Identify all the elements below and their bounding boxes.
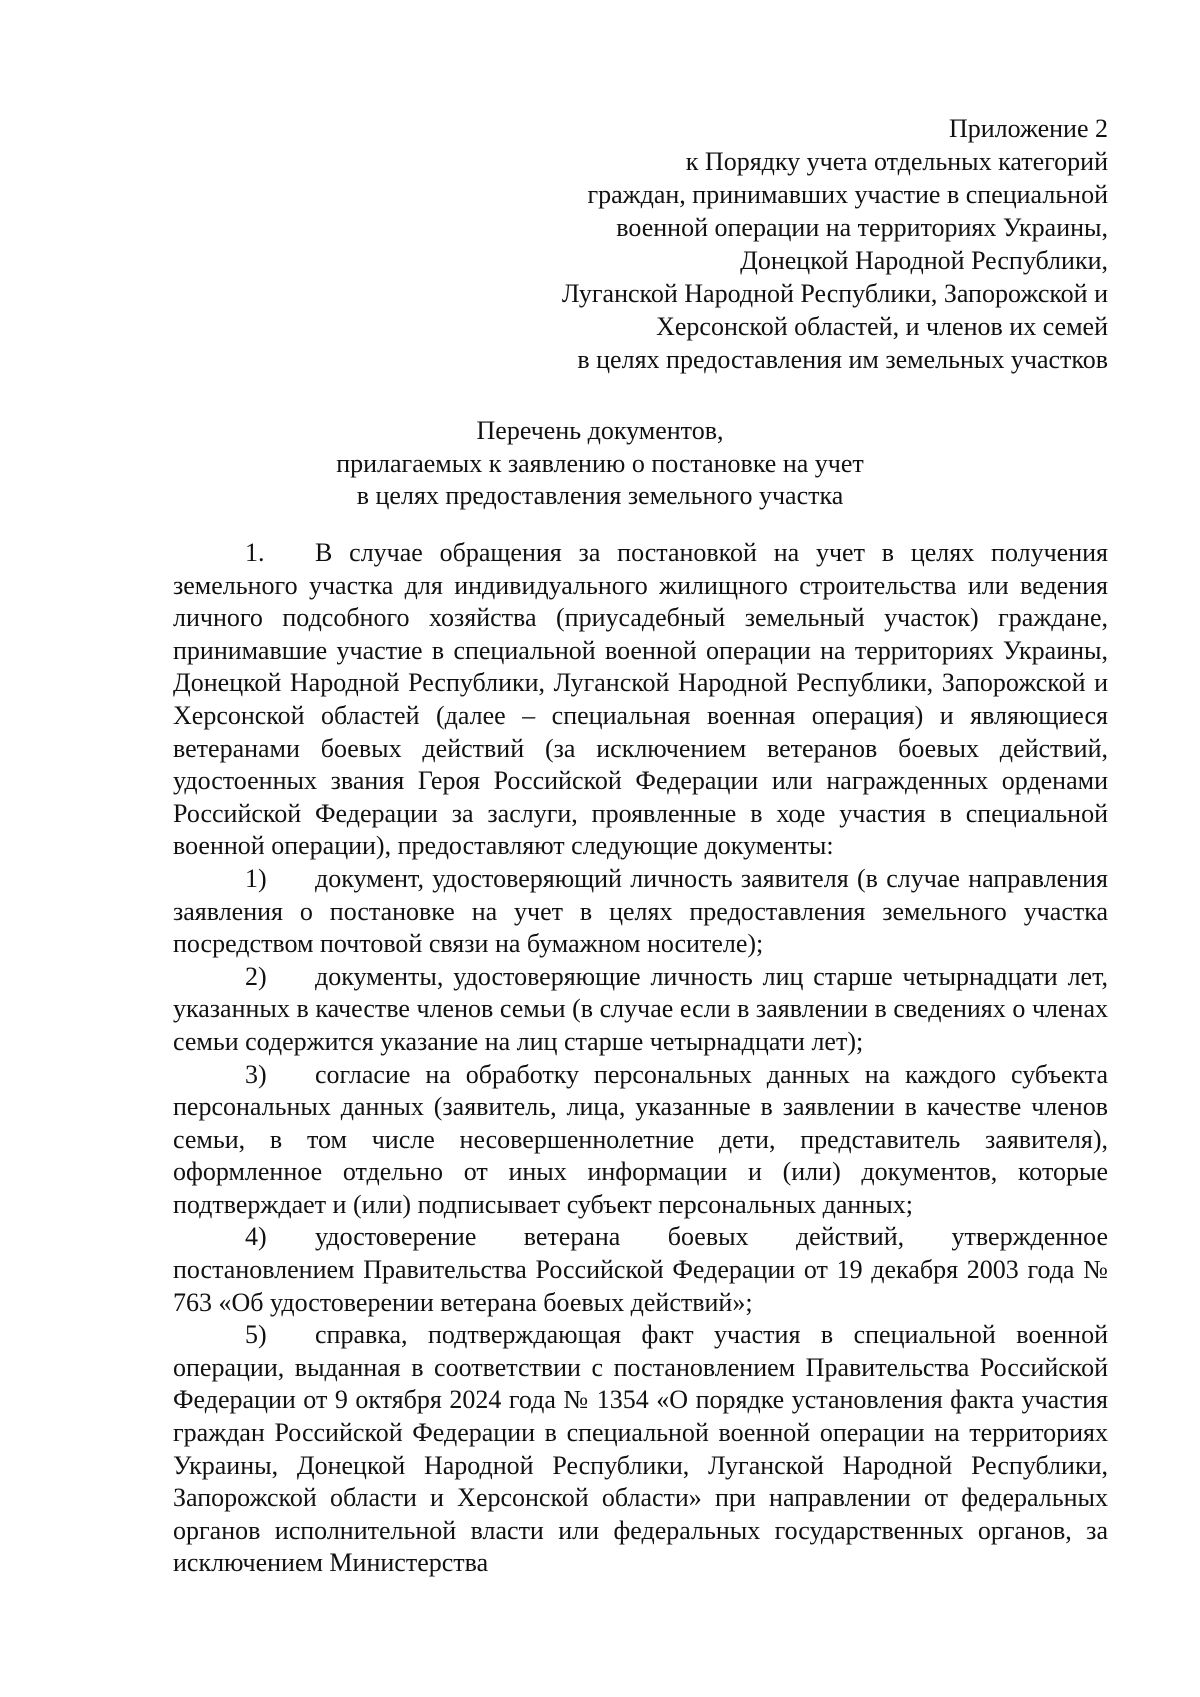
list-item-number: 3)	[245, 1059, 267, 1089]
list-item-text: согласие на обработку персональных данных на каждого субъекта персональных данных (заявитель, лица, указанные в заявлении в качестве членов семьи, в том числе несовершеннолетние дети, представитель заявителя), оформленное отдельно от иных информации и (или) документов, которые подтверждает и (или) подписывает субъект персональных данных;	[173, 1059, 1108, 1219]
appendix-header	[468, 112, 1108, 376]
appendix-line: Херсонской областей, и членов их семей	[656, 312, 1108, 341]
list-item-number: 5)	[245, 1320, 267, 1350]
list-item-number: 1)	[245, 863, 267, 893]
list-item-text: документ, удостоверяющий личность заявителя (в случае направления заявления о постановке на учет в целях предоставления земельного участка посредством почтовой связи на бумажном носителе);	[173, 863, 1108, 959]
paragraph-text: В случае обращения за постановкой на учет в целях получения земельного участка для индивидуального жилищного строительства или ведения личного подсобного хозяйства (приусадебный земельный участок) граждане, принимавшие участие в специальной военной операции на территориях Украины, Донецкой Народной Республики, Луганской Народной Республики, Запорожской и Херсонской областей (далее – специальная военная операция) и являющиеся ветеранами боевых действий (за исключением ветеранов боевых действий, удостоенных звания Героя Российской Федерации или награжденных орденами Российской Федерации за заслуги, проявленные в ходе участия в специальной военной операции), предоставляют следующие документы:	[173, 538, 1108, 861]
list-item-number: 2)	[245, 961, 267, 991]
title-line: в целях предоставления земельного участка	[356, 481, 844, 510]
appendix-line: в целях предоставления им земельных участков	[577, 345, 1108, 374]
list-item-5	[173, 1319, 1108, 1580]
list-item-number: 4)	[245, 1222, 267, 1252]
list-item-3	[173, 1059, 1108, 1222]
paragraph-number: 1.	[245, 538, 265, 567]
list-item-2	[173, 961, 1108, 1059]
list-item-text: документы, удостоверяющие личность лиц старше четырнадцати лет, указанных в качестве членов семьи (в случае если в заявлении в сведениях о членах семьи содержится указание на лиц старше четырнадцати лет);	[173, 961, 1108, 1056]
appendix-line: военной операции на территориях Украины,	[616, 213, 1108, 242]
appendix-line: Луганской Народной Республики, Запорожской и	[561, 279, 1108, 308]
list-item-1	[173, 863, 1108, 961]
appendix-line: Приложение 2	[948, 114, 1108, 143]
list-item-text: справка, подтверждающая факт участия в специальной военной операции, выданная в соответствии с постановлением Правительства Российской Федерации от 9 октября 2024 года № 1354 «О порядке установления факта участия граждан Российской Федерации в специальной военной операции на территориях Украины, Донецкой Народной Республики, Луганской Народной Республики, Запорожской области и Херсонской области» при направлении от федеральных органов исполнительной власти или федеральных государственных органов, за исключением Министерства	[173, 1320, 1108, 1578]
appendix-line: граждан, принимавших участие в специальной	[587, 180, 1108, 209]
paragraph-1	[173, 537, 1108, 863]
document-title	[0, 415, 1200, 513]
list-item-text: удостоверение ветерана боевых действий, утвержденное постановлением Правительства Российской Федерации от 19 декабря 2003 года № 763 «Об удостоверении ветерана боевых действий»;	[173, 1222, 1108, 1317]
appendix-line: к Порядку учета отдельных категорий	[685, 147, 1108, 176]
title-line: прилагаемых к заявлению о постановке на учет	[336, 448, 864, 478]
appendix-line: Донецкой Народной Республики,	[740, 246, 1108, 275]
list-item-4	[173, 1221, 1108, 1319]
title-line: Перечень документов,	[476, 416, 724, 445]
document-body	[173, 537, 1108, 1580]
